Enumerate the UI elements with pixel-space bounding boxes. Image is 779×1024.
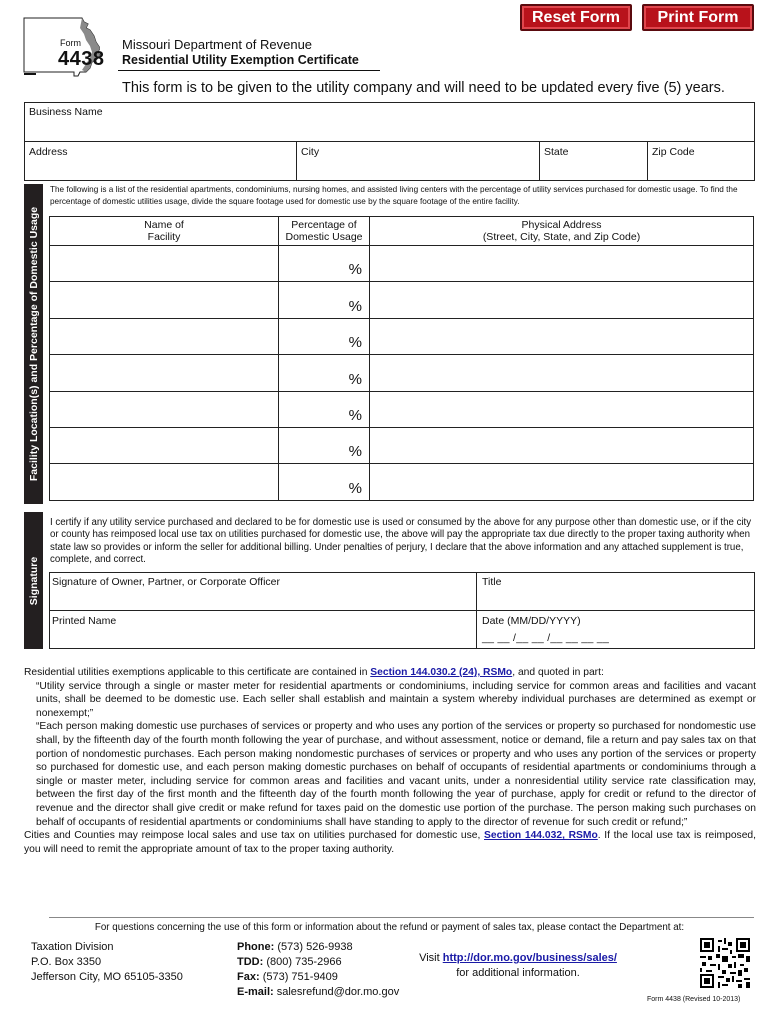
legal-intro: [24, 666, 756, 680]
legal-intro-suffix: , and quoted in part:: [512, 667, 604, 678]
city-label: City: [301, 146, 320, 158]
facility-name-input[interactable]: [50, 464, 279, 500]
facility-sidebar-label: Facility Location(s) and Percentage of Domestic Usage: [27, 206, 40, 482]
form-label: Form: [60, 38, 81, 48]
col-addr-header: [370, 217, 754, 246]
percentage-input[interactable]: %: [279, 282, 370, 318]
address-label: Address: [29, 146, 68, 158]
address-line: Jefferson City, MO 65105-3350: [31, 971, 183, 983]
zip-code-label: Zip Code: [652, 146, 695, 158]
facility-name-input[interactable]: [50, 318, 279, 354]
percentage-input[interactable]: %: [279, 246, 370, 282]
reset-form-button[interactable]: Reset Form: [520, 4, 632, 31]
email-label: E-mail:: [237, 986, 274, 998]
quote-one: “Utility service through a single or master meter for residential apartments or condominiums, including service for common areas and facilities and vacant units, shall be deemed to be domestic use. Each seller shall establish and maintain a system whereby individual purchases are determined as exempt or nonexempt;”: [36, 680, 756, 719]
percentage-input[interactable]: %: [279, 318, 370, 354]
percentage-input[interactable]: %: [279, 427, 370, 463]
section-144-030-link[interactable]: Section 144.030.2 (24), RSMo: [370, 667, 513, 678]
facility-name-input[interactable]: [50, 391, 279, 427]
physical-address-input[interactable]: [370, 246, 754, 282]
fax-label: Fax:: [237, 971, 260, 983]
facility-section-sidebar: [24, 184, 43, 504]
department-name: Missouri Department of Revenue: [122, 37, 313, 52]
facility-table: [49, 216, 754, 501]
col-pct-header: [279, 217, 370, 246]
business-name-field[interactable]: [24, 102, 755, 142]
legal-closing: [24, 829, 756, 856]
phone-number: (573) 526-9938: [277, 941, 353, 953]
form-revision: Form 4438 (Revised 10-2013): [647, 996, 741, 1003]
facility-name-input[interactable]: [50, 246, 279, 282]
signature-field[interactable]: [49, 572, 477, 611]
table-row: [50, 246, 754, 282]
physical-address-input[interactable]: [370, 391, 754, 427]
table-row: [50, 318, 754, 354]
date-field[interactable]: [476, 610, 755, 649]
date-label: Date (MM/DD/YYYY): [482, 615, 581, 627]
col-name-header: [50, 217, 279, 246]
title-field[interactable]: [476, 572, 755, 611]
col-name-line2: Facility: [147, 231, 181, 243]
physical-address-input[interactable]: [370, 464, 754, 500]
date-placeholder: __ __ /__ __ /__ __ __ __: [482, 632, 610, 644]
col-pct-line2: Domestic Usage: [285, 231, 363, 243]
signature-label: Signature of Owner, Partner, or Corporate Officer: [52, 576, 281, 588]
section-144-032-link[interactable]: Section 144.032, RSMo: [484, 830, 598, 842]
facility-name-input[interactable]: [50, 427, 279, 463]
form-instruction: This form is to be given to the utility company and will need to be updated every five (5) years.: [122, 80, 725, 96]
state-field[interactable]: [539, 141, 648, 181]
physical-address-input[interactable]: [370, 427, 754, 463]
form-title: Residential Utility Exemption Certificate: [122, 53, 359, 67]
legal-closing-text: Cities and Counties may reimpose local sales and use tax on utilities purchased for domestic use,: [24, 830, 485, 842]
business-name-label: Business Name: [29, 106, 103, 118]
facility-name-input[interactable]: [50, 355, 279, 391]
header-divider: [24, 73, 36, 75]
legal-text: [24, 666, 756, 856]
visit-suffix: for additional information.: [456, 967, 580, 979]
col-addr-line2: (Street, City, State, and Zip Code): [482, 231, 641, 243]
print-form-button[interactable]: Print Form: [642, 4, 754, 31]
form-number: 4438: [58, 48, 105, 70]
printed-name-label: Printed Name: [52, 615, 117, 627]
legal-intro-text: Residential utilities exemptions applicable to this certificate are contained in: [24, 667, 371, 678]
printed-name-field[interactable]: [49, 610, 477, 649]
title-divider: [118, 70, 380, 71]
percentage-input[interactable]: %: [279, 464, 370, 500]
col-pct-line1: Percentage of: [291, 219, 357, 231]
contact-intro: For questions concerning the use of this form or information about the refund or payment of sales tax, please contact the Department at:: [94, 922, 685, 933]
tdd-label: TDD:: [237, 956, 264, 968]
certification-statement: I certify if any utility service purchased and declared to be for domestic use is used or consumed by the above for any purpose other than domestic use, or if the city or county has reimposed local use tax on utilities purchased for domestic use, the above will pay the appropriate tax due directly to the proper taxing authority when state law so provides or inform the seller for additional billing. Under penalties of perjury, I declare that the above information and any attached supplement is true, complete, and correct.: [50, 517, 752, 566]
visit-prefix: Visit: [419, 952, 443, 964]
percentage-input[interactable]: %: [279, 355, 370, 391]
facility-table-header: [50, 217, 754, 246]
col-addr-line1: Physical Address: [521, 219, 602, 231]
tdd-number: (800) 735-2966: [266, 956, 342, 968]
legal-closing-suffix: . If the local use tax is reimposed, you will need to remit the appropriate amount of tax to the proper taxing authority.: [24, 830, 757, 855]
facility-name-input[interactable]: [50, 282, 279, 318]
table-row: [50, 282, 754, 318]
mailing-address: [31, 940, 183, 985]
table-row: [50, 427, 754, 463]
table-row: [50, 391, 754, 427]
physical-address-input[interactable]: [370, 282, 754, 318]
state-label: State: [544, 146, 569, 158]
email-address: salesrefund@dor.mo.gov: [276, 986, 400, 998]
table-row: [50, 355, 754, 391]
table-row: [50, 464, 754, 500]
facility-intro: The following is a list of the residential apartments, condominiums, nursing homes, and assisted living centers with the percentage of utility services purchased for domestic usage. To find the percentage of domestic utilities usage, divide the square footage used for domestic use by the square footage of the entire facility.: [50, 185, 738, 206]
contact-info: [237, 940, 399, 1000]
fax-number: (573) 751-9409: [262, 971, 338, 983]
city-field[interactable]: [296, 141, 540, 181]
col-name-line1: Name of: [144, 219, 184, 231]
qr-code-icon[interactable]: [700, 938, 750, 988]
physical-address-input[interactable]: [370, 318, 754, 354]
address-line: P.O. Box 3350: [31, 956, 102, 968]
address-field[interactable]: [24, 141, 297, 181]
signature-sidebar-label: Signature: [27, 556, 40, 605]
signature-section-sidebar: [24, 512, 43, 649]
title-label: Title: [482, 576, 502, 588]
physical-address-input[interactable]: [370, 355, 754, 391]
quote-two: “Each person making domestic use purchases of services or property and who uses any portion of the services or property so purchased for nondomestic use shall, by the fifteenth day of the fourth month following the year of purchase, and without assessment, notice or demand, file a return and pay sales tax on that portion of nondomestic purchases. Each person making nondomestic purchases of services or property and who uses any portion of the services or property so purchased for domestic use, and each person making domestic purchases on behalf of occupants of residential apartments or condominiums through a single or master meter, including service for common areas and facilities and vacant units, under a nonresidential utility service rate classification may, between the first day of the first month and the fifteenth day of the fourth month following the year of purchase, apply for credit or refund to the director of revenue and the director shall give credit or make refund for taxes paid on the domestic use portion of the purchase. The person making such purchases on behalf of occupants of residential apartments or condominiums shall have standing to apply to the director of revenue for such credit or refund;”: [36, 721, 756, 828]
dor-website-link[interactable]: http://dor.mo.gov/business/sales/: [442, 952, 617, 964]
visit-website: [398, 951, 638, 981]
zip-code-field[interactable]: [647, 141, 755, 181]
address-line: Taxation Division: [31, 941, 114, 953]
percentage-input[interactable]: %: [279, 391, 370, 427]
phone-label: Phone:: [237, 941, 275, 953]
footer-divider: [49, 917, 754, 918]
